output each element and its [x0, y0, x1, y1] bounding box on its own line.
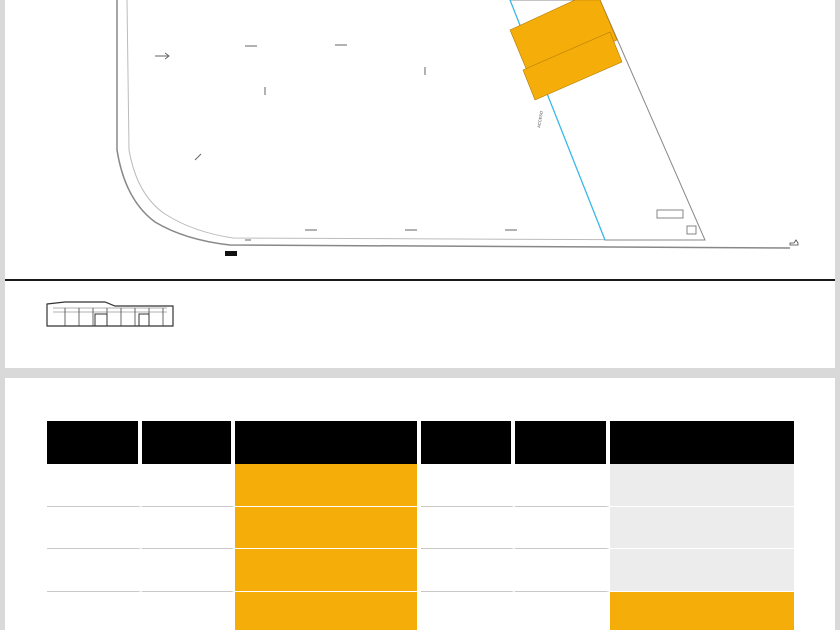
m2-cell — [142, 592, 235, 630]
local-cell — [421, 592, 515, 630]
local-cell — [47, 507, 142, 550]
entry-marker — [225, 251, 237, 256]
m2-cell — [515, 592, 610, 630]
status-cell — [235, 507, 421, 550]
local-cell — [421, 507, 515, 550]
column-header-m2 — [142, 421, 235, 464]
column-header-precio — [235, 421, 421, 464]
m2-cell — [515, 464, 610, 507]
column-header-local — [47, 421, 142, 464]
local-cell — [47, 592, 142, 630]
price-cell — [610, 549, 794, 592]
price-table — [47, 421, 794, 630]
price-table-card — [5, 378, 835, 630]
local-cell — [421, 549, 515, 592]
column-header-m2 — [515, 421, 610, 464]
status-cell — [235, 464, 421, 507]
m2-cell — [142, 464, 235, 507]
traffic-arrows — [155, 45, 517, 240]
m2-cell — [515, 507, 610, 550]
table-row — [47, 464, 794, 507]
section-divider — [5, 279, 835, 281]
retail-units — [510, 0, 705, 240]
local-cell — [421, 464, 515, 507]
m2-cell — [142, 549, 235, 592]
price-cell — [610, 507, 794, 550]
site-plan — [5, 0, 835, 280]
column-header-local — [421, 421, 515, 464]
site-plan-card — [5, 0, 835, 368]
status-cell — [235, 549, 421, 592]
status-cell — [610, 592, 794, 630]
m2-cell — [515, 549, 610, 592]
unit-equipment — [657, 210, 683, 218]
m2-cell — [142, 507, 235, 550]
unit-box — [687, 226, 696, 234]
price-cell — [610, 464, 794, 507]
entry-sign — [790, 240, 798, 245]
table-row — [47, 507, 794, 550]
boca-center-logo — [45, 300, 175, 350]
local-cell — [47, 549, 142, 592]
column-header-precio — [610, 421, 794, 464]
road-label: ACCESO — [536, 110, 544, 129]
table-header-row — [47, 421, 794, 464]
table-row — [47, 592, 794, 630]
status-cell — [235, 592, 421, 630]
local-cell — [47, 464, 142, 507]
table-row — [47, 549, 794, 592]
